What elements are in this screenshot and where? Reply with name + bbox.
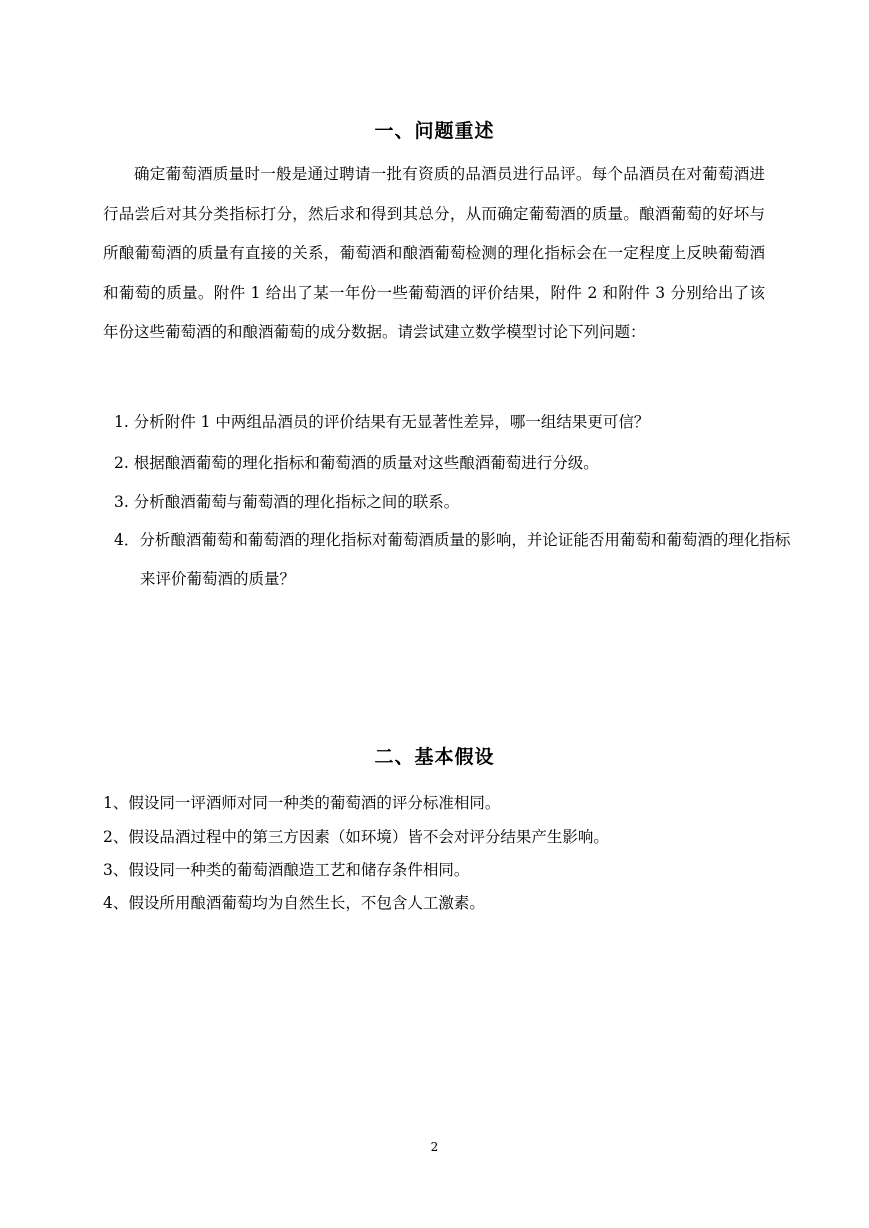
assumption-item-4: 4、假设所用酿酒葡萄均为自然生长，不包含人工激素。 [103, 894, 485, 912]
problem-item-1: 1. 分析附件 1 中两组品酒员的评价结果有无显著性差异，哪一组结果更可信？ [114, 413, 650, 431]
page-number: 2 [430, 1140, 439, 1154]
assumption-item-2: 2、假设品酒过程中的第三方因素（如环境）皆不会对评分结果产生影响。 [103, 828, 609, 846]
problem-paragraph: 确定葡萄酒质量时一般是通过聘请一批有资质的品酒员进行品评。每个品酒员在对葡萄酒进行品尝后对其分类指标打分，然后求和得到其总分，从而确定葡萄酒的质量。酿酒葡萄的好坏与所酿葡萄酒的质量有直接的关系，葡萄酒和酿酒葡萄检测的理化指标会在一定程度上反映葡萄酒和葡萄的质量。附件 1 给出了某一年份一些葡萄酒的评价结果，附件 2 和附件 3 分别给出了该年份这些葡萄酒的和酿酒葡萄的成分数据。请尝试建立数学模型讨论下列问题： [103, 165, 765, 341]
problem-item-3: 3. 分析酿酒葡萄与葡萄酒的理化指标之间的联系。 [114, 493, 460, 511]
assumption-item-3: 3、假设同一种类的葡萄酒酿造工艺和储存条件相同。 [103, 861, 470, 879]
problem-item-4: 4．分析酿酒葡萄和葡萄酒的理化指标对葡萄酒质量的影响，并论证能否用葡萄和葡萄酒的理化指标来评价葡萄酒的质量？ [114, 531, 791, 588]
section-heading-problem-restatement: 一、问题重述 [374, 120, 495, 142]
problem-item-2: 2. 根据酿酒葡萄的理化指标和葡萄酒的质量对这些酿酒葡萄进行分级。 [114, 454, 599, 472]
assumption-item-1: 1、假设同一评酒师对同一种类的葡萄酒的评分标准相同。 [103, 794, 501, 812]
section-heading-basic-assumptions: 二、基本假设 [374, 746, 495, 768]
